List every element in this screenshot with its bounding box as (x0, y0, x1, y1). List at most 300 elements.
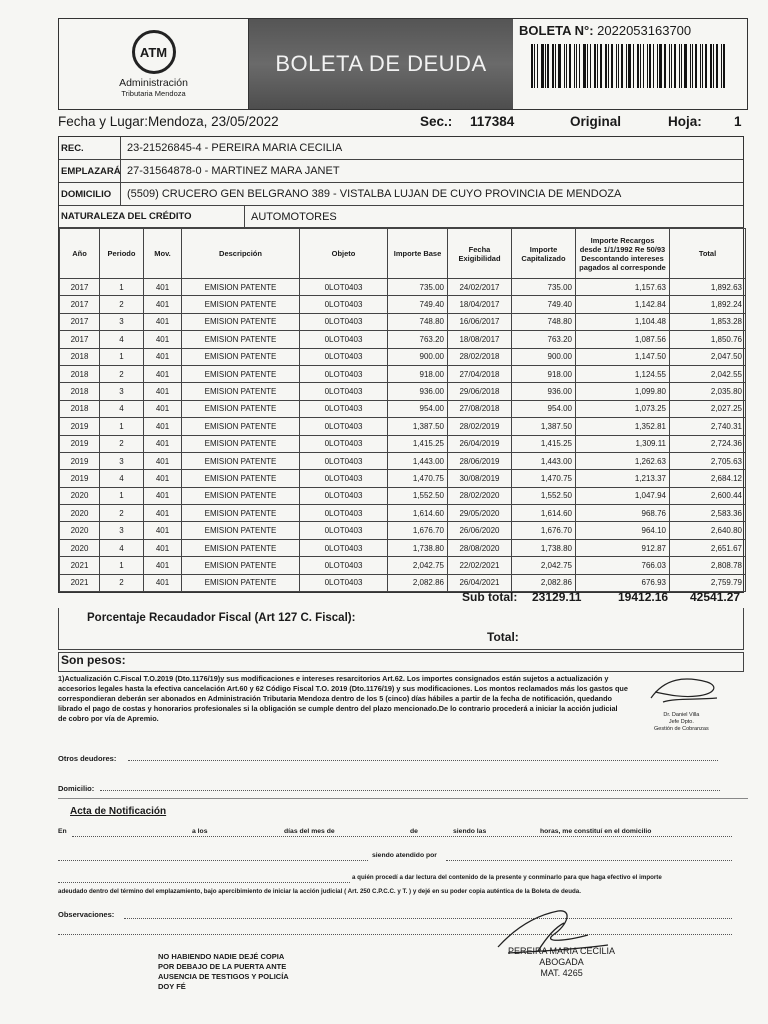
observaciones-line-2 (58, 934, 732, 935)
table-cell: 735.00 (388, 279, 448, 296)
subtotal-row (58, 588, 744, 608)
acta-line-1 (58, 828, 748, 835)
barcode-icon (531, 44, 727, 88)
table-cell: 26/04/2021 (448, 574, 512, 591)
no-habiendo-2: POR DEBAJO DE LA PUERTA ANTE (158, 962, 287, 971)
table-cell: 1 (100, 487, 144, 504)
emplazara-value: 27-31564878-0 - MARTINEZ MARA JANET (127, 165, 340, 177)
domicilio-value: (5509) CRUCERO GEN BELGRANO 389 - VISTALBA LUJAN DE CUYO PROVINCIA DE MENDOZA (127, 188, 622, 200)
table-cell: 1,309.11 (576, 435, 670, 452)
table-cell: 2020 (60, 487, 100, 504)
fecha-line (58, 114, 758, 134)
table-cell: 2018 (60, 348, 100, 365)
table-header-cell: Descripción (182, 229, 300, 279)
table-cell: 0LOT0403 (300, 418, 388, 435)
table-cell: 2,600.44 (670, 487, 746, 504)
table-row (60, 539, 746, 556)
barcode-bar (566, 44, 567, 88)
table-cell: 18/08/2017 (448, 331, 512, 348)
table-cell: 0LOT0403 (300, 383, 388, 400)
table-row (60, 418, 746, 435)
table-cell: 912.87 (576, 539, 670, 556)
table-cell: 0LOT0403 (300, 331, 388, 348)
table-cell: 2,724.36 (670, 435, 746, 452)
table-cell: 26/06/2020 (448, 522, 512, 539)
table-cell: 2018 (60, 383, 100, 400)
table-cell: 1,892.24 (670, 296, 746, 313)
table-cell: EMISION PATENTE (182, 539, 300, 556)
table-cell: 401 (144, 296, 182, 313)
boleta-label: BOLETA N°: (519, 23, 594, 38)
barcode-bar (721, 44, 722, 88)
table-cell: 30/08/2019 (448, 470, 512, 487)
emplazara-label: EMPLAZARÁ (59, 160, 121, 182)
table-cell: 936.00 (512, 383, 576, 400)
table-cell: 2018 (60, 400, 100, 417)
table-cell: 0LOT0403 (300, 487, 388, 504)
table-cell: 2,759.79 (670, 574, 746, 591)
table-cell: 954.00 (512, 400, 576, 417)
table-cell: 749.40 (512, 296, 576, 313)
acta-quien: a quién procedí a dar lectura del contenido de la presente y conminarlo para que haga efectivo el importe (352, 874, 662, 881)
table-cell: 28/08/2020 (448, 539, 512, 556)
main-box (58, 136, 744, 593)
table-cell: 2,640.80 (670, 522, 746, 539)
table-cell: 0LOT0403 (300, 452, 388, 469)
table-header-cell: Importe Base (388, 229, 448, 279)
table-cell: 1,552.50 (388, 487, 448, 504)
table-cell: 26/04/2019 (448, 435, 512, 452)
hoja-label: Hoja: (668, 114, 702, 129)
table-cell: EMISION PATENTE (182, 574, 300, 591)
table-cell: 401 (144, 348, 182, 365)
table-cell: EMISION PATENTE (182, 435, 300, 452)
domicilio-label: DOMICILIO (59, 183, 121, 205)
barcode-bar (541, 44, 544, 88)
barcode-bar (605, 44, 607, 88)
firma-2 (508, 946, 615, 979)
barcode-bar (547, 44, 549, 88)
barcode-bar (702, 44, 703, 88)
table-cell: 1,352.81 (576, 418, 670, 435)
subtotal-label: Sub total: (462, 590, 518, 604)
table-cell: 401 (144, 487, 182, 504)
barcode-bar (723, 44, 725, 88)
table-cell: 2 (100, 574, 144, 591)
table-cell: 401 (144, 313, 182, 330)
barcode-bar (681, 44, 683, 88)
barcode-bar (695, 44, 697, 88)
table-cell: 29/06/2018 (448, 383, 512, 400)
barcode-bar (616, 44, 617, 88)
atm-logo-icon: ATM (132, 30, 176, 74)
table-cell: 0LOT0403 (300, 435, 388, 452)
barcode-bar (633, 44, 634, 88)
table-cell: 900.00 (512, 348, 576, 365)
table-row (60, 452, 746, 469)
table-cell: 2020 (60, 539, 100, 556)
table-cell: 2,035.80 (670, 383, 746, 400)
table-cell: 1,415.25 (388, 435, 448, 452)
acta-line-2b-dots (446, 860, 732, 861)
table-cell: 2,042.75 (388, 557, 448, 574)
subtotal-capitalizado: 23129.11 (532, 590, 582, 604)
table-cell: 1,850.76 (670, 331, 746, 348)
table-cell: 0LOT0403 (300, 348, 388, 365)
table-cell: 748.80 (388, 313, 448, 330)
table-header-cell: Mov. (144, 229, 182, 279)
barcode-bar (587, 44, 588, 88)
acta-line-1-dots (72, 836, 732, 837)
subtotal-total: 42541.27 (690, 590, 741, 604)
table-header-row (60, 229, 746, 279)
barcode-bar (555, 44, 556, 88)
firma-1-dept: Gestión de Cobranzas (654, 726, 709, 732)
table-cell: 2018 (60, 365, 100, 382)
observaciones-line (124, 918, 732, 919)
table-cell: 900.00 (388, 348, 448, 365)
table-cell: 1,262.63 (576, 452, 670, 469)
table-cell: 2017 (60, 313, 100, 330)
barcode-bar (647, 44, 649, 88)
table-cell: 28/02/2019 (448, 418, 512, 435)
table-cell: 2,583.36 (670, 505, 746, 522)
table-cell: 0LOT0403 (300, 574, 388, 591)
firma-2-mat: MAT. 4265 (540, 968, 583, 978)
table-cell: 1,614.60 (388, 505, 448, 522)
table-cell: 2,042.75 (512, 557, 576, 574)
porcentaje-label: Porcentaje Recaudador Fiscal (Art 127 C. Fiscal): (87, 612, 356, 624)
barcode-bar (534, 44, 535, 88)
table-cell: 1,147.50 (576, 348, 670, 365)
barcode-bar (552, 44, 554, 88)
original-label: Original (570, 114, 622, 129)
table-cell: 1,676.70 (388, 522, 448, 539)
table-cell: 24/02/2017 (448, 279, 512, 296)
table-cell: 4 (100, 331, 144, 348)
barcode-bar (637, 44, 639, 88)
table-header-cell: Año (60, 229, 100, 279)
table-cell: 1,124.55 (576, 365, 670, 382)
barcode-bar (558, 44, 561, 88)
barcode-bar (643, 44, 644, 88)
table-cell: 18/04/2017 (448, 296, 512, 313)
barcode-bar (692, 44, 693, 88)
table-cell: 2,047.50 (670, 348, 746, 365)
table-header-cell: Importe Recargos desde 1/1/1992 Re 50/93 Descontando intereses pagados al corresponde (576, 229, 670, 279)
rec-value: 23-21526845-4 - PEREIRA MARIA CECILIA (127, 142, 343, 154)
table-cell: 1,142.84 (576, 296, 670, 313)
barcode-bar (710, 44, 712, 88)
barcode-bar (569, 44, 571, 88)
table-cell: 0LOT0403 (300, 400, 388, 417)
barcode-bar (664, 44, 666, 88)
table-cell: 401 (144, 279, 182, 296)
table-cell: 735.00 (512, 279, 576, 296)
table-cell: 2,740.31 (670, 418, 746, 435)
no-habiendo-4: DOY FÉ (158, 982, 186, 991)
barcode-bar (611, 44, 614, 88)
table-cell: 0LOT0403 (300, 470, 388, 487)
table-cell: 2021 (60, 557, 100, 574)
table-cell: 1 (100, 418, 144, 435)
table-row (60, 348, 746, 365)
table-cell: 3 (100, 522, 144, 539)
table-cell: 0LOT0403 (300, 365, 388, 382)
table-cell: 401 (144, 470, 182, 487)
table-cell: 4 (100, 539, 144, 556)
table-header-cell: Objeto (300, 229, 388, 279)
table-cell: 2019 (60, 470, 100, 487)
firma-1-name: Dr. Daniel Villa (663, 712, 700, 718)
table-cell: 28/06/2019 (448, 452, 512, 469)
table-cell: 2020 (60, 522, 100, 539)
domicilio-line (100, 790, 720, 791)
table-cell: 1,073.25 (576, 400, 670, 417)
no-habiendo-note (158, 952, 289, 992)
table-cell: 2,651.67 (670, 539, 746, 556)
rec-row (59, 137, 743, 160)
sec-label: Sec.: (420, 114, 453, 129)
otros-deudores-line (128, 760, 718, 761)
table-cell: 401 (144, 505, 182, 522)
subtotal-recargos: 19412.16 (618, 590, 669, 604)
barcode-bar (537, 44, 538, 88)
table-cell: 0LOT0403 (300, 296, 388, 313)
acta-line-3-dots (58, 882, 350, 883)
table-cell: 2 (100, 296, 144, 313)
table-cell: 2,705.63 (670, 452, 746, 469)
table-cell: 4 (100, 470, 144, 487)
table-cell: 1 (100, 279, 144, 296)
table-cell: 16/06/2017 (448, 313, 512, 330)
table-cell: 2,027.25 (670, 400, 746, 417)
table-cell: 2017 (60, 296, 100, 313)
table-row (60, 383, 746, 400)
table-cell: 1,470.75 (388, 470, 448, 487)
barcode-bar (679, 44, 680, 88)
barcode-bar (659, 44, 662, 88)
barcode-bar (700, 44, 701, 88)
barcode-bar (705, 44, 707, 88)
barcode-bar (716, 44, 719, 88)
table-cell: 748.80 (512, 313, 576, 330)
org-name: Administración (119, 77, 188, 89)
fecha-lugar: Fecha y Lugar:Mendoza, 23/05/2022 (58, 114, 279, 129)
table-cell: 1,387.50 (512, 418, 576, 435)
table-cell: 918.00 (512, 365, 576, 382)
table-cell: 22/02/2021 (448, 557, 512, 574)
barcode-bar (674, 44, 676, 88)
table-header-cell: Importe Capitalizado (512, 229, 576, 279)
table-cell: 401 (144, 331, 182, 348)
table-cell: EMISION PATENTE (182, 348, 300, 365)
barcode-bar (597, 44, 598, 88)
header (58, 18, 748, 110)
table-cell: 0LOT0403 (300, 505, 388, 522)
barcode-bar (713, 44, 714, 88)
table-cell: 2020 (60, 505, 100, 522)
table-row (60, 505, 746, 522)
table-cell: 4 (100, 400, 144, 417)
domicilio-row (59, 183, 743, 206)
table-cell: 401 (144, 400, 182, 417)
table-cell: 1,157.63 (576, 279, 670, 296)
table-cell: 766.03 (576, 557, 670, 574)
barcode-bar (640, 44, 641, 88)
legal-text: 1)Actualización C.Fiscal T.O.2019 (Dto.1176/19)y sus modificaciones e intereses resarcitorios Art.62. Los importes consignados están sujetos a actualización y accesorios legales hasta la efectiva cancelación Art.60 y 62 Código Fiscal T.O. 2019 (Dto.1176/19) y sus modificaciones. Los montos reclamados más los gastos que correspondieran deberán ser abonados en Administración Tributaria Mendoza dentro de los 5 (cinco) días hábiles a partir de la fecha de notificación, quedando librado el pago de costas y honorarios profesionales si la obligación se cumple dentro del plazo mencionado.De lo contrario procederá a iniciar la acción judicial de cobro por vía de Apremio. (58, 674, 628, 723)
table-cell: 2017 (60, 331, 100, 348)
barcode-bar (657, 44, 658, 88)
table-row (60, 279, 746, 296)
table-row (60, 487, 746, 504)
acta-siendo-atendido: siendo atendido por (372, 852, 437, 859)
boleta-box (513, 19, 747, 109)
table-cell: 2 (100, 365, 144, 382)
barcode-bar (649, 44, 651, 88)
acta-en: En (58, 828, 67, 835)
table-cell: 29/05/2020 (448, 505, 512, 522)
barcode-bar (671, 44, 672, 88)
table-cell: EMISION PATENTE (182, 313, 300, 330)
table-row (60, 296, 746, 313)
porcentaje-box (58, 608, 744, 650)
table-cell: 1,892.63 (670, 279, 746, 296)
table-cell: 401 (144, 522, 182, 539)
barcode-bar (618, 44, 619, 88)
table-cell: 0LOT0403 (300, 522, 388, 539)
table-cell: 763.20 (388, 331, 448, 348)
acta-line-2-dots (58, 860, 368, 861)
acta-a-los: a los (192, 828, 208, 835)
table-cell: EMISION PATENTE (182, 296, 300, 313)
table-cell: EMISION PATENTE (182, 470, 300, 487)
table-row (60, 331, 746, 348)
acta-divider (58, 798, 748, 799)
table-cell: 2,684.12 (670, 470, 746, 487)
document-title: BOLETA DE DEUDA (275, 51, 487, 76)
table-header-cell: Fecha Exigibilidad (448, 229, 512, 279)
no-habiendo-3: AUSENCIA DE TESTIGOS Y POLICÍA (158, 972, 289, 981)
table-cell: 964.10 (576, 522, 670, 539)
table-cell: 676.93 (576, 574, 670, 591)
table-cell: 1,415.25 (512, 435, 576, 452)
table-cell: EMISION PATENTE (182, 279, 300, 296)
table-cell: 2021 (60, 574, 100, 591)
table-cell: 1,047.94 (576, 487, 670, 504)
table-cell: EMISION PATENTE (182, 505, 300, 522)
barcode-bar (574, 44, 575, 88)
table-cell: 1 (100, 557, 144, 574)
table-cell: 28/02/2020 (448, 487, 512, 504)
barcode-bar (576, 44, 577, 88)
naturaleza-row (59, 206, 743, 228)
table-cell: EMISION PATENTE (182, 522, 300, 539)
table-cell: 749.40 (388, 296, 448, 313)
table-cell: 2019 (60, 452, 100, 469)
firma-1 (654, 712, 709, 733)
barcode-bar (579, 44, 581, 88)
table-cell: EMISION PATENTE (182, 557, 300, 574)
table-cell: 1,738.80 (512, 539, 576, 556)
table-cell: 0LOT0403 (300, 279, 388, 296)
table-cell: 27/08/2018 (448, 400, 512, 417)
table-cell: 3 (100, 383, 144, 400)
barcode-bar (628, 44, 631, 88)
table-cell: 2,808.78 (670, 557, 746, 574)
table-row (60, 522, 746, 539)
emplazara-row (59, 160, 743, 183)
table-cell: 954.00 (388, 400, 448, 417)
sec-value: 117384 (470, 114, 515, 129)
acta-siendo-las: siendo las (453, 828, 487, 835)
table-cell: EMISION PATENTE (182, 383, 300, 400)
table-cell: 968.76 (576, 505, 670, 522)
naturaleza-label: NATURALEZA DEL CRÉDITO (59, 206, 245, 227)
table-cell: 2019 (60, 418, 100, 435)
table-cell: 2 (100, 435, 144, 452)
acta-dias-mes: días del mes de (284, 828, 335, 835)
org-sub: Tributaria Mendoza (121, 89, 186, 98)
barcode-bar (594, 44, 596, 88)
table-cell: 763.20 (512, 331, 576, 348)
acta-title: Acta de Notificación (70, 806, 167, 817)
barcode-bar (669, 44, 670, 88)
table-header-cell: Total (670, 229, 746, 279)
table-cell: 1,104.48 (576, 313, 670, 330)
table-cell: 1,738.80 (388, 539, 448, 556)
naturaleza-value: AUTOMOTORES (251, 210, 337, 223)
table-cell: 3 (100, 452, 144, 469)
table-row (60, 365, 746, 382)
title-banner (249, 19, 513, 109)
table-cell: 27/04/2018 (448, 365, 512, 382)
domicilio-label-2: Domicilio: (58, 784, 95, 793)
table-row (60, 400, 746, 417)
firma-2-name: PEREIRA MARIA CECILIA (508, 946, 616, 956)
table-cell: 3 (100, 313, 144, 330)
table-cell: 2019 (60, 435, 100, 452)
barcode-bar (531, 44, 533, 88)
table-cell: 1,552.50 (512, 487, 576, 504)
table-cell: 2,082.86 (512, 574, 576, 591)
table-cell: 1,099.80 (576, 383, 670, 400)
debt-table (59, 228, 746, 592)
table-row (60, 557, 746, 574)
table-cell: 1,853.28 (670, 313, 746, 330)
table-cell: 0LOT0403 (300, 313, 388, 330)
acta-de: de (410, 828, 418, 835)
table-cell: 1,443.00 (388, 452, 448, 469)
table-body (60, 279, 746, 592)
table-cell: 401 (144, 418, 182, 435)
table-cell: 2017 (60, 279, 100, 296)
hoja-value: 1 (734, 114, 742, 129)
barcode-bar (690, 44, 691, 88)
barcode-bar (608, 44, 609, 88)
barcode-bar (684, 44, 687, 88)
signature-1-icon (645, 668, 725, 710)
table-cell: 401 (144, 557, 182, 574)
barcode-bar (545, 44, 546, 88)
table-cell: EMISION PATENTE (182, 487, 300, 504)
table-cell: 1,614.60 (512, 505, 576, 522)
table-row (60, 435, 746, 452)
table-cell: 936.00 (388, 383, 448, 400)
firma-2-title: ABOGADA (539, 957, 584, 967)
table-cell: 401 (144, 435, 182, 452)
barcode-bar (583, 44, 586, 88)
